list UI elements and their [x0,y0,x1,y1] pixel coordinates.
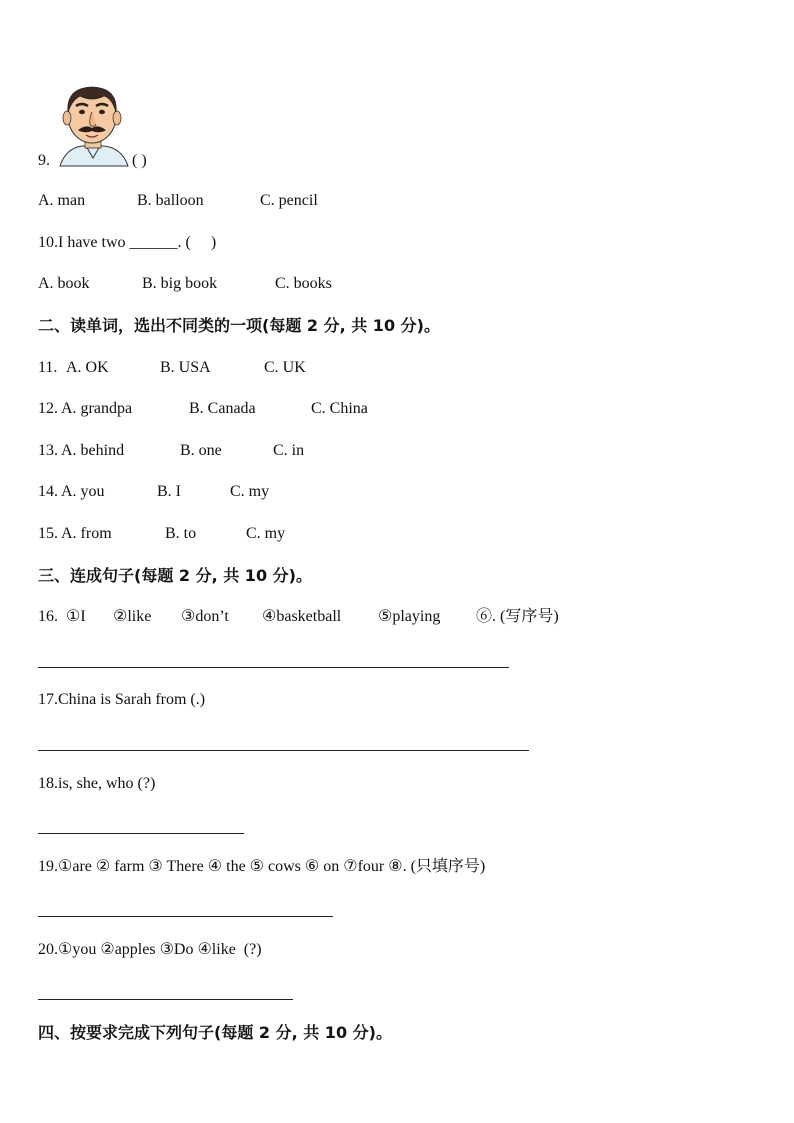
section-4-title: 四、按要求完成下列句子(每题 2 分, 共 10 分)。 [38,1023,392,1042]
q10-option-b: B. big book [142,275,218,292]
q17-text: 17.China is Sarah from (.) [38,691,206,708]
q11-option-c: C. UK [264,359,306,376]
q13-option-a: A. behind [61,442,125,459]
q16-word-3: ③don’t [181,608,229,625]
man-portrait-image [52,82,132,168]
q13-number: 13. [38,442,58,459]
q15-option-a: A. from [61,525,112,542]
q11-number: 11. [38,359,58,376]
q13-option-b: B. one [180,442,222,459]
q16-word-1: ①I [66,608,86,625]
q18-text: 18.is, she, who (?) [38,775,156,792]
section-3-title: 三、连成句子(每题 2 分, 共 10 分)。 [38,566,312,585]
q11-option-a: A. OK [66,359,109,376]
q17-answer-line[interactable] [38,750,529,751]
q10-stem: 10.I have two ______. ( ) [38,234,217,251]
q19-text: 19.①are ② farm ③ There ④ the ⑤ cows ⑥ on ⑦four ⑧. (只填序号) [38,858,486,875]
q16-word-2: ②like [113,608,152,625]
q13-option-c: C. in [273,442,305,459]
q20-answer-line[interactable] [38,999,293,1000]
q9-number: 9. [38,152,50,169]
q16-word-4: ④basketball [262,608,342,625]
q15-option-b: B. to [165,525,197,542]
q14-option-a: A. you [61,483,105,500]
q12-number: 12. [38,400,58,417]
q10-option-c: C. books [275,275,332,292]
q15-option-c: C. my [246,525,286,542]
q9-option-b: B. balloon [137,192,204,209]
q14-option-b: B. I [157,483,181,500]
q16-word-5: ⑤playing [378,608,441,625]
section-2-title: 二、读单词，选出不同类的一项(每题 2 分, 共 10 分)。 [38,316,440,335]
q20-text: 20.①you ②apples ③Do ④like (?) [38,941,262,958]
q14-number: 14. [38,483,58,500]
q16-word-6: ⑥. (写序号) [476,608,559,625]
q16-number: 16. [38,608,58,625]
q9-option-c: C. pencil [260,192,318,209]
q15-number: 15. [38,525,58,542]
q10-option-a: A. book [38,275,90,292]
q12-option-a: A. grandpa [61,400,133,417]
q16-answer-line[interactable] [38,667,509,668]
q12-option-b: B. Canada [189,400,256,417]
q19-answer-line[interactable] [38,916,333,917]
q12-option-c: C. China [311,400,368,417]
q18-answer-line[interactable] [38,833,244,834]
q11-option-b: B. USA [160,359,211,376]
q9-option-a: A. man [38,192,86,209]
q9-answer-paren: ( ) [132,152,147,169]
q14-option-c: C. my [230,483,270,500]
